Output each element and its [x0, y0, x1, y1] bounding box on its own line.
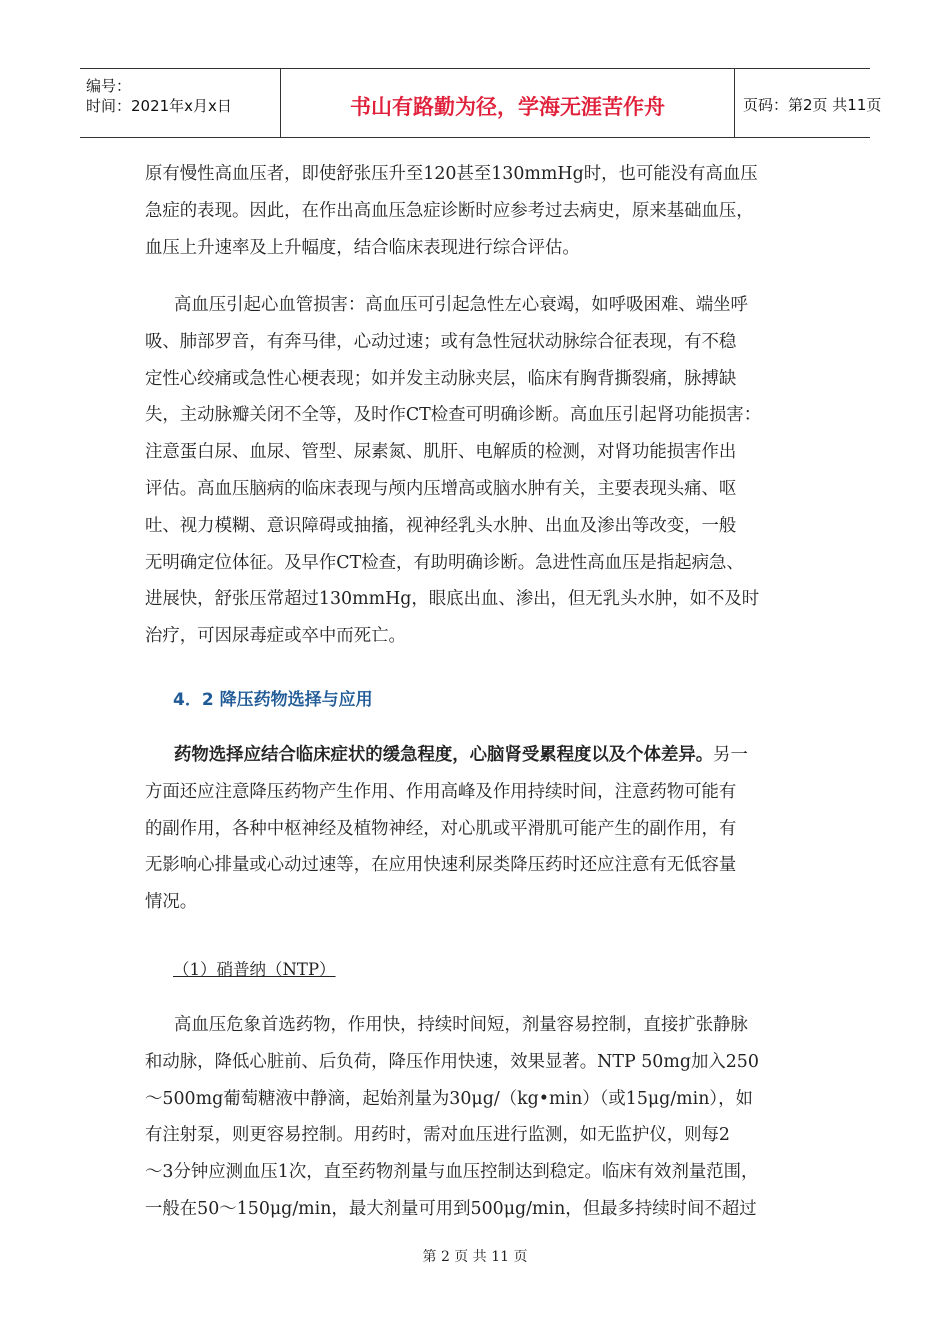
text-line: 进展快，舒张压常超过130mmHg，眼底出血、渗出，但无乳头水肿，如不及时 — [145, 589, 760, 610]
text-line: 血压上升速率及上升幅度，结合临床表现进行综合评估。 — [145, 237, 580, 258]
page-footer: 第 2 页 共 11 页 — [422, 1249, 528, 1265]
lead-continuation: 另一 — [713, 745, 748, 765]
text-line: 无明确定位体征。及早作CT检查，有助明确诊断。急进性高血压是指起病急、 — [145, 552, 744, 573]
text-line: 失，主动脉瓣关闭不全等，及时作CT检查可明确诊断。高血压引起肾功能损害： — [145, 405, 762, 426]
text-line: 治疗，可因尿毒症或卒中而死亡。 — [145, 626, 406, 647]
paragraph-4 — [145, 1007, 815, 1228]
paragraph-1 — [145, 156, 815, 266]
text-line: 高血压危象首选药物，作用快，持续时间短，剂量容易控制，直接扩张静脉 — [174, 1015, 748, 1035]
text-line: 和动脉，降低心脏前、后负荷，降压作用快速，效果显著。NTP 50mg加入250 — [145, 1051, 759, 1072]
page-header — [80, 68, 882, 138]
text-line: 无影响心排量或心动过速等，在应用快速利尿类降压药时还应注意有无低容量 — [145, 855, 737, 876]
text-line: 注意蛋白尿、血尿、管型、尿素氮、肌肝、电解质的检测，对肾功能损害作出 — [145, 442, 737, 463]
header-page-info: 页码：第2页 共11页 — [743, 96, 882, 114]
paragraph-3 — [145, 737, 815, 921]
header-meta-cell — [80, 69, 281, 137]
drug-subheading: （1）硝普纳（NTP） — [173, 960, 336, 979]
text-line: 情况。 — [145, 892, 198, 913]
text-line: 高血压引起心血管损害：高血压可引起急性左心衰竭，如呼吸困难、端坐呼 — [174, 295, 748, 315]
text-line: 方面还应注意降压药物产生作用、作用高峰及作用持续时间，注意药物可能有 — [145, 781, 737, 802]
header-page-cell — [735, 69, 882, 137]
text-line — [145, 737, 815, 774]
section-heading: 4．2 降压药物选择与应用 — [173, 690, 373, 710]
text-line: 吸、肺部罗音，有奔马律，心动过速；或有急性冠状动脉综合征表现，有不稳 — [145, 331, 737, 352]
text-line: ～500mg葡萄糖液中静滴，起始剂量为30μg/（kg•min）（或15μg/min），如 — [145, 1088, 753, 1109]
document-date: 时间：2021年x月x日 — [86, 97, 232, 115]
text-line: 的副作用，各种中枢神经及植物神经，对心肌或平滑肌可能产生的副作用，有 — [145, 818, 737, 839]
document-code-label: 编号： — [86, 77, 132, 95]
text-line: ～3分钟应测血压1次，直至药物剂量与血压控制达到稳定。临床有效剂量范围， — [145, 1162, 759, 1183]
bold-lead-text: 药物选择应结合临床症状的缓急程度，心脑肾受累程度以及个体差异。 — [174, 745, 714, 765]
header-motto-cell — [281, 69, 735, 137]
text-line: 评估。高血压脑病的临床表现与颅内压增高或脑水肿有关，主要表现头痛、呕 — [145, 478, 737, 499]
text-line: 一般在50～150μg/min，最大剂量可用到500μg/min，但最多持续时间不超过 — [145, 1198, 757, 1219]
text-line: 有注射泵，则更容易控制。用药时，需对血压进行监测，如无监护仪，则每2 — [145, 1125, 730, 1146]
text-line: 定性心绞痛或急性心梗表现；如并发主动脉夹层，临床有胸背撕裂痛，脉搏缺 — [145, 368, 737, 389]
header-motto: 书山有路勤为径，学海无涯苦作舟 — [350, 95, 665, 119]
text-line: 吐、视力模糊、意识障碍或抽搐，视神经乳头水肿、出血及渗出等改变，一般 — [145, 515, 737, 536]
text-line: 急症的表现。因此，在作出高血压急症诊断时应参考过去病史，原来基础血压， — [145, 200, 754, 221]
text-line: 原有慢性高血压者，即使舒张压升至120甚至130mmHg时，也可能没有高血压 — [145, 164, 758, 184]
paragraph-2 — [145, 287, 815, 655]
